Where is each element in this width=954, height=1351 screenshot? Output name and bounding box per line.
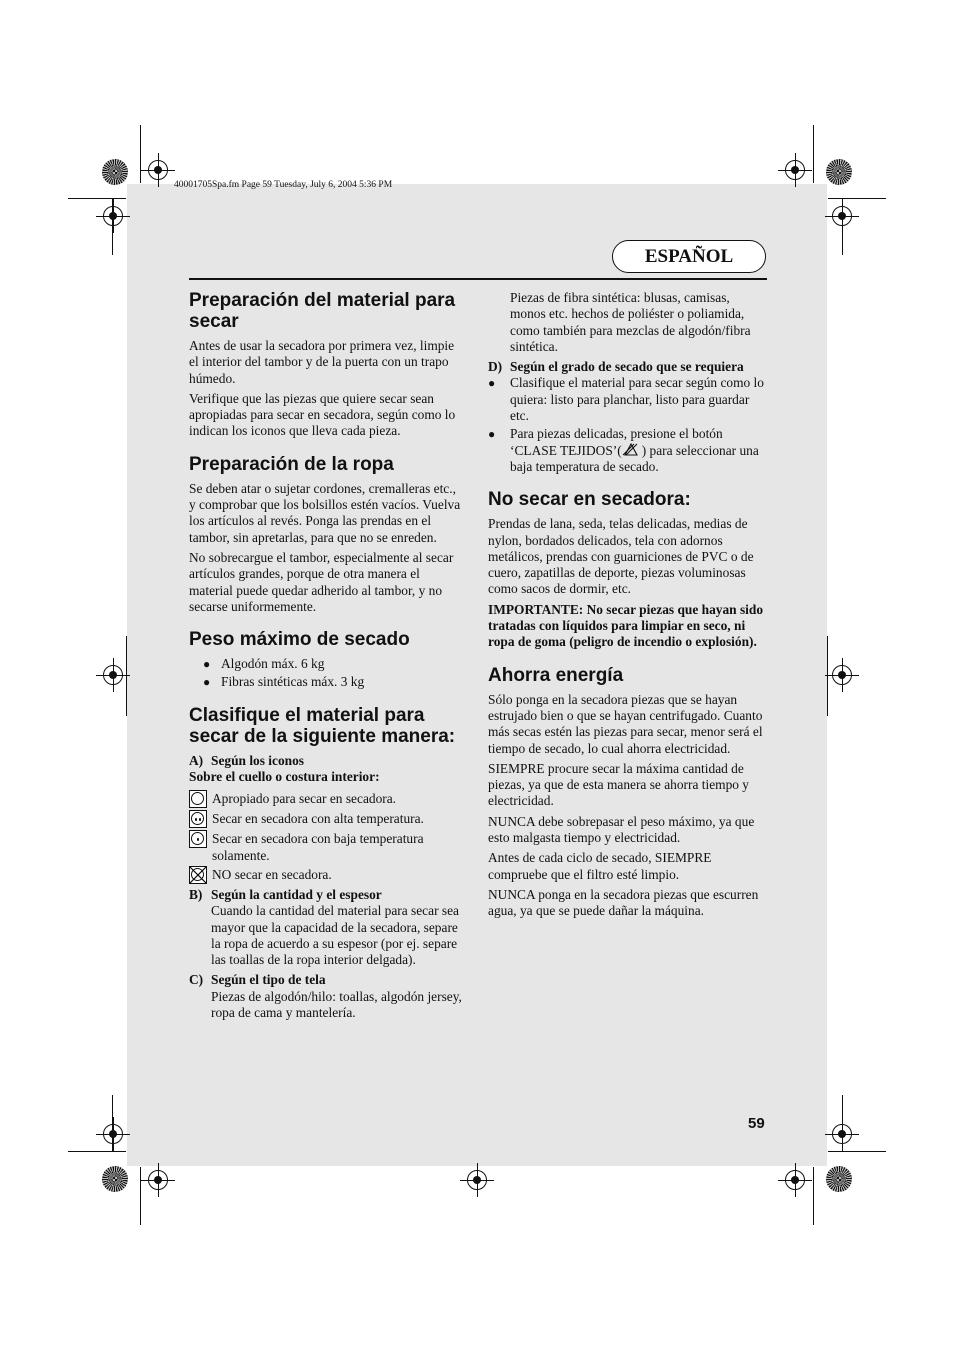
care-icon-text: Secar en secadora con alta temperatura. [212,811,424,827]
subsection-heading [189,887,465,903]
subsection-title: Según los iconos [211,752,305,768]
header-rule [189,278,767,280]
registration-mark-icon [832,665,852,685]
paragraph: No sobrecargue el tambor, especialmente al secar artículos grandes, porque de otra manera el material puede quedar adherido al tambor, y no secarse uniformemente. [189,549,454,614]
delicate-fabric-icon [622,443,642,456]
registration-mark-icon [148,1170,168,1190]
paragraph: Antes de cada ciclo de secado, SIEMPRE compruebe que el filtro esté limpio. [488,850,712,882]
paragraph: Piezas de algodón/hilo: toallas, algodón jersey, ropa de cama y mantelería. [211,988,462,1021]
crop-mark [813,125,814,183]
paragraph: Antes de usar la secadora por primera vez, limpie el interior del tambor y de la puerta con un trapo húmedo. [189,338,455,386]
subsection-title: Según el grado de secado que se requiera [510,359,744,375]
care-icon-row [189,811,465,828]
list-item-text: ) para seleccionar una baja temperatura de secado. [510,442,759,474]
paragraph: Prendas de lana, seda, telas delicadas, medias de nylon, bordados delicados, tela con adornos metálicos, prendas con guarniciones de PVC o de cuero, zapatillas de deporte, piezas voluminosas como sacos de dormir, etc. [488,516,754,597]
paragraph: Cuando la cantidad del material para secar sea mayor que la capacidad de la secadora, separe la ropa de acuerdo a su espesor (por ej. separe las toallas de la ropa interior delgada). [211,903,459,968]
list-item: ● Clasifique el material para secar según como lo quiera: listo para planchar, listo para guardar etc. [488,375,764,424]
registration-mark-icon [832,206,852,226]
section-title: No secar en secadora: [488,489,691,511]
registration-mark-icon [785,160,805,180]
dryness-list [488,375,764,475]
subsection-title: Según el tipo de tela [211,972,326,988]
crop-mark [828,198,886,199]
tumble-dry-high-icon [189,810,207,828]
care-icon-row [189,867,465,884]
registration-mark-icon [103,206,123,226]
do-not-tumble-dry-icon [189,866,207,884]
paragraph: SIEMPRE procure secar la máxima cantidad de piezas, ya que de esta manera se ahorra tiempo y electricidad. [488,760,749,809]
list-item: ● Fibras sintéticas máx. 3 kg [189,674,465,690]
weight-list [189,656,465,691]
section-title: Preparación de la ropa [189,453,394,475]
color-target-icon [826,159,852,185]
care-icon-text: Secar en secadora con baja temperatura solamente. [212,831,424,863]
paragraph: NUNCA debe sobrepasar el peso máximo, ya que esto malgasta tiempo y electricidad. [488,813,755,846]
crop-mark [68,1151,126,1152]
subsection-key: D) [488,359,503,375]
crop-mark [828,1151,886,1152]
section-title: Peso máximo de secado [189,629,410,651]
paragraph: Verifique que las piezas que quiere secar sean apropiadas para secar en secadora, según como lo indican los iconos que lleva cada pieza. [189,390,456,439]
paragraph: Sólo ponga en la secadora piezas que se hayan estrujado bien o que se hayan centrifugado. Cuanto más secas estén las piezas para secar, menor será el tiempo de secado, lo cual ahorra electricidad. [488,691,763,756]
crop-mark [827,636,828,716]
right-column [488,290,764,924]
registration-mark-icon [103,665,123,685]
registration-mark-icon [467,1170,487,1190]
tumble-dry-low-icon [189,830,207,848]
registration-mark-icon [148,160,168,180]
color-target-icon [102,1166,128,1192]
language-badge: ESPAÑOL [612,240,766,273]
list-item-text: Para piezas delicadas, presione el botón ‘CLASE TEJIDOS’( [510,426,723,458]
subsection-heading [488,359,764,375]
subsection-key: C) [189,972,204,988]
file-info-line: 40001705Spa.fm Page 59 Tuesday, July 6, 2004 5:36 PM [174,180,393,190]
section-title: Preparación del material para secar [189,290,456,332]
color-target-icon [826,1166,852,1192]
subsection-heading [189,753,465,769]
subsection-key: B) [189,886,203,902]
crop-mark [140,1167,141,1225]
section-title: Clasifique el material para secar de la siguiente manera: [189,704,456,747]
subsection-key: A) [189,752,204,768]
section-title: Ahorra energía [488,664,624,686]
registration-mark-icon [832,1124,852,1144]
paragraph: NUNCA ponga en la secadora piezas que escurren agua, ya que se puede dañar la máquina. [488,886,759,919]
list-item: ● Algodón máx. 6 kg [189,656,465,672]
registration-mark-icon [785,1170,805,1190]
tumble-dry-icon [189,790,207,808]
list-item [488,426,764,475]
color-target-icon [102,159,128,185]
crop-mark [68,198,126,199]
page-number: 59 [748,1115,765,1132]
crop-mark [813,1167,814,1225]
paragraph: Piezas de fibra sintética: blusas, camisas, monos etc. hechos de poliéster o poliamida, como también para mezclas de algodón/fibra sintética. [510,290,751,354]
subsection-heading [189,972,465,988]
crop-mark [140,125,141,183]
care-icon-text: Apropiado para secar en secadora. [212,791,397,807]
care-icon-row [189,831,465,864]
subsection-title: Según la cantidad y el espesor [211,886,382,902]
left-column [189,290,465,1025]
registration-mark-icon [103,1124,123,1144]
care-icon-row [189,791,465,808]
paragraph: Se deben atar o sujetar cordones, cremalleras etc., y comprobar que los bolsillos estén vacíos. Vuelva los artículos al revés. Ponga las prendas en el tambor, sin apretarlas, para que no se enreden. [189,480,461,545]
warning-paragraph: IMPORTANTE: No secar piezas que hayan sido tratadas con líquidos para limpiar en seco, ni ropa de goma (peligro de incendio o explosión). [488,601,764,650]
care-icon-text: NO secar en secadora. [212,866,332,882]
subsection-subtitle: Sobre el cuello o costura interior: [189,769,380,785]
crop-mark [126,636,127,716]
